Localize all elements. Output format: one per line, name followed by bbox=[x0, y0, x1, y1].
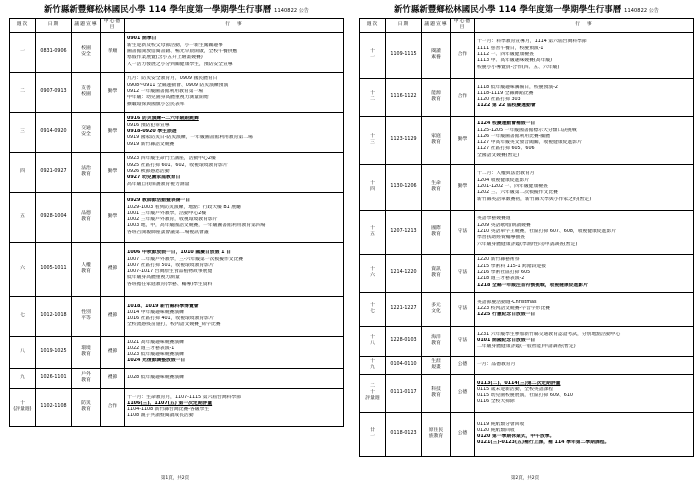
event-item: 0919 新竹縣語文競賽 bbox=[127, 141, 175, 147]
event-item: 1007-1017 台灣原生食品植物故事展覽 bbox=[127, 269, 213, 275]
date-cell: 0914-0920 bbox=[36, 112, 72, 152]
table-row bbox=[360, 412, 694, 456]
event-item: 1215 學術科 115-1 跨階段迎接 bbox=[477, 263, 547, 269]
topic-cell: 海洋 教育 bbox=[422, 326, 451, 356]
event-item: 十一月：生命教育月，1107-1115 第六屆台灣科學節 bbox=[127, 394, 242, 400]
date-cell: 0907-0913 bbox=[36, 72, 72, 112]
event-item: 新生迎新及校父母節活動，小一新生闖關趣事 bbox=[127, 42, 223, 48]
event-item: 0919 國家防災日-防災演練，一年級圖書館利用教育第二場 bbox=[127, 135, 253, 141]
page-title-text: 新竹縣新豐鄉松林國民小學 114 學年度第一學期學生行事曆 bbox=[43, 4, 272, 14]
week-cell: 六 bbox=[10, 242, 36, 296]
header-events: 行 事 bbox=[125, 19, 344, 33]
events-cell bbox=[475, 292, 694, 326]
event-item: 十一月：科學教育宣導月，1114 第六屆台灣科學節 bbox=[477, 39, 587, 45]
events-cell bbox=[125, 368, 344, 388]
events-cell bbox=[125, 296, 344, 336]
event-item: 1023 低年級趣味競賽演練 bbox=[127, 352, 184, 358]
date-cell: 1005-1011 bbox=[36, 242, 72, 296]
events-cell bbox=[475, 412, 694, 456]
date-cell: 1102-1108 bbox=[36, 388, 72, 426]
table-row bbox=[360, 32, 694, 78]
events-cell bbox=[125, 32, 344, 72]
virtue-cell: 公德 bbox=[451, 374, 475, 412]
virtue-cell: 勤學 bbox=[101, 72, 125, 112]
header-week: 週次 bbox=[360, 19, 386, 33]
table-row bbox=[10, 192, 344, 242]
event-item: 1201-1202 一、四年級健康檢查 bbox=[477, 183, 548, 189]
event-item: 英語學藝競賽週 bbox=[477, 216, 511, 222]
virtue-cell: 公德 bbox=[451, 412, 475, 456]
event-item: 1002 三年級戶外教育，收視環境教育影片 bbox=[127, 217, 218, 223]
events-cell bbox=[125, 388, 344, 426]
date-cell: 0928-1004 bbox=[36, 192, 72, 242]
date-cell: 1123-1129 bbox=[386, 116, 422, 164]
header-week: 週次 bbox=[10, 19, 36, 33]
event-item: 各班擔任家庭教育(學藝、輔導)學生資料 bbox=[127, 281, 213, 287]
date-cell: 1214-1220 bbox=[386, 254, 422, 292]
virtue-cell: 禮節 bbox=[101, 242, 125, 296]
event-item: 1007 二年級戶外教學，三-六年級第一次模擬作文比賽 bbox=[127, 256, 244, 262]
topic-cell: 交通 安全 bbox=[72, 112, 101, 152]
week-cell: 十 五 bbox=[360, 210, 386, 254]
event-item: 0927 幼兒園家庭教育日 bbox=[127, 175, 181, 181]
week-cell: 十 四 bbox=[360, 164, 386, 210]
topic-cell: 環境 教育 bbox=[72, 336, 101, 368]
event-item: 圖書館開放借閱書籍、暢光早晨開啟，全校午餐供應 bbox=[127, 48, 238, 54]
event-item: 0912 一年級圖書館利用教育第一場 bbox=[127, 88, 204, 94]
virtue-cell: 守法 bbox=[451, 326, 475, 356]
event-item: 1106(三)、1107(五) 第一次定期評量 bbox=[127, 400, 213, 406]
week-cell: 十 九 bbox=[360, 356, 386, 374]
topic-cell: 閱讀 素養 bbox=[422, 32, 451, 78]
table-row bbox=[360, 356, 694, 374]
virtue-cell: 守法 bbox=[451, 292, 475, 326]
event-item: 各班召開親師座談會議第二場視訊會議 bbox=[127, 229, 209, 235]
events-cell bbox=[125, 152, 344, 192]
events-cell bbox=[475, 356, 694, 374]
events-cell bbox=[475, 326, 694, 356]
event-item: 1209 英語歌唱/朗讀競賽 bbox=[477, 222, 531, 228]
events-cell bbox=[475, 116, 694, 164]
events-cell bbox=[475, 210, 694, 254]
header-topic: 議題宣導 bbox=[72, 19, 101, 33]
topic-cell: 國際 教育 bbox=[422, 210, 451, 254]
header-topic: 議題宣導 bbox=[422, 19, 451, 33]
topic-cell: 生命 教育 bbox=[422, 164, 451, 210]
event-item: 0116 全校大掃除 bbox=[477, 399, 515, 405]
event-item: 0120 第一學期休業式，中午放學。 bbox=[477, 434, 555, 440]
event-item: 一月：品德教育月 bbox=[477, 361, 516, 367]
date-cell: 1116-1122 bbox=[386, 78, 422, 116]
week-cell: 一 bbox=[10, 32, 36, 72]
table-row bbox=[360, 210, 694, 254]
event-item: 全國語文競賽(暫定) bbox=[477, 152, 520, 158]
table-row bbox=[360, 164, 694, 210]
date-cell: 1026-1101 bbox=[36, 368, 72, 388]
event-item: 1125-1205 一年級國書館標示大分類口訣挑戰 bbox=[477, 127, 577, 133]
date-cell: 1207-1213 bbox=[386, 210, 422, 254]
virtue-cell: 禮節 bbox=[101, 368, 125, 388]
topic-cell: 防災 教育 bbox=[72, 388, 101, 426]
event-item: 1024 光復節調整放假一日 bbox=[127, 358, 186, 364]
event-item: 1007 社區打掃 501，收視環境教育影片 bbox=[127, 262, 214, 268]
virtue-cell: 禮節 bbox=[101, 336, 125, 368]
schedule-table bbox=[9, 18, 344, 427]
event-item: 1122 第 22 屆校慶運動會 bbox=[477, 103, 536, 109]
events-cell bbox=[125, 242, 344, 296]
table-row bbox=[10, 388, 344, 426]
week-cell: 十 (評量週) bbox=[10, 388, 36, 426]
event-item: 1003 地，中，高年級國語文競賽，一年級圖書館利用教育第四場 bbox=[127, 223, 266, 229]
topic-cell: 原住民 族教育 bbox=[422, 412, 451, 456]
date-cell: 1019-1025 bbox=[36, 336, 72, 368]
week-cell: 九 bbox=[10, 368, 36, 388]
week-cell: 二 十 評量週 bbox=[360, 374, 386, 412]
header-virtue: 中心德目 bbox=[101, 19, 125, 33]
week-cell: 廿 一 bbox=[360, 412, 386, 456]
event-item: 1016 社區打掃 401，收視環境教育影片 bbox=[127, 316, 214, 322]
header-virtue: 中心德目 bbox=[451, 19, 475, 33]
events-cell bbox=[125, 72, 344, 112]
event-item: 1104-1108 新竹縣台灣比賽-各級學生 bbox=[127, 407, 210, 413]
table-row bbox=[10, 72, 344, 112]
event-item: 六年級身體健康評鑑(學測/性向)申請調查(暫定) bbox=[477, 241, 578, 247]
event-item: 0918-0920 學生旅遊 bbox=[127, 128, 177, 134]
date-cell: 1228-0103 bbox=[386, 326, 422, 356]
date-cell: 0118-0123 bbox=[386, 412, 422, 456]
event-item: 寒假作業展覽(含小五升上繪畫競賽) bbox=[127, 55, 203, 61]
week-cell: 三 bbox=[10, 112, 36, 152]
event-item: 0901 開學日 bbox=[127, 36, 157, 42]
event-item: 1118-1119 全縣舞蹈比賽 bbox=[477, 90, 534, 96]
table-row bbox=[10, 336, 344, 368]
announce-date: 1140822 公告 bbox=[624, 8, 660, 14]
event-item: 英語節慶活動週-Christmas bbox=[477, 299, 537, 305]
event-item: 新竹縣英語單數賽初，新竹縣大學與小作家之約(暫定) bbox=[477, 196, 592, 202]
virtue-cell: 合作 bbox=[101, 388, 125, 426]
virtue-cell: 禮節 bbox=[101, 296, 125, 336]
table-row bbox=[10, 296, 344, 336]
table-row bbox=[360, 292, 694, 326]
topic-cell: 科技 教育 bbox=[422, 374, 451, 412]
week-cell: 十 三 bbox=[360, 116, 386, 164]
event-item: 二年級身體健康評鑑(一般智能)申請調查(暫定) bbox=[477, 344, 576, 350]
table-row bbox=[10, 242, 344, 296]
week-cell: 十 六 bbox=[360, 254, 386, 292]
header-date: 日期 bbox=[386, 19, 422, 33]
table-row bbox=[360, 116, 694, 164]
event-item: 高年級自我保護教育視力測量 bbox=[127, 181, 190, 187]
date-cell: 1221-1227 bbox=[386, 292, 422, 326]
virtue-cell: 合作 bbox=[451, 78, 475, 116]
table-row bbox=[10, 112, 344, 152]
week-cell: 七 bbox=[10, 296, 36, 336]
events-cell bbox=[475, 32, 694, 78]
date-cell: 0831-0906 bbox=[36, 32, 72, 72]
event-item: 校慶小小導覽員-合作(四、五、六年級) bbox=[477, 64, 560, 70]
week-cell: 五 bbox=[10, 192, 36, 242]
event-item: 1202 三、六年級第二次模擬作文比賽 bbox=[477, 190, 558, 196]
events-cell bbox=[475, 254, 694, 292]
events-cell bbox=[475, 164, 694, 210]
event-item: 0113(二)、0114(三)第二次定期評量 bbox=[477, 380, 561, 386]
event-item: 擴職環保與國旗小公民表率 bbox=[127, 101, 185, 107]
event-item: 1126 一年級圖書館利用比賽-團體 bbox=[477, 133, 551, 139]
event-item: 1218 全縣一年級注音符號挑戰，收視健康促進影片 bbox=[477, 282, 588, 288]
events-cell bbox=[125, 112, 344, 152]
date-cell: 1012-1018 bbox=[36, 296, 72, 336]
event-item: 1108 親子共讀暨閱讀成長活動 bbox=[127, 413, 194, 419]
event-item: 1029-1003 看到防災演練，地點：行政大樓 B1 展廳 bbox=[127, 204, 241, 210]
table-row bbox=[10, 152, 344, 192]
table-row bbox=[360, 374, 694, 412]
topic-cell: 生涯 規畫 bbox=[422, 356, 451, 374]
event-item: 0929 教師節活動暨表揚一日 bbox=[127, 198, 190, 204]
header-events: 行 事 bbox=[475, 19, 694, 33]
event-item: 1216 學術社區打掃 605 bbox=[477, 269, 531, 275]
event-item: 0115 歲末迎新活動，全校英語課程 bbox=[477, 386, 554, 392]
event-item: 1014 中年級趣味競賽演練 bbox=[127, 309, 184, 315]
table-header-row bbox=[10, 19, 344, 33]
week-cell: 十 二 bbox=[360, 78, 386, 116]
event-item: 1118 低年級趣味籌備日，校慶預演-2 bbox=[477, 84, 558, 90]
event-item: 全校流感疫苗施打，校內語文競賽_寫字比賽 bbox=[127, 322, 221, 328]
topic-cell: 友善 校園 bbox=[72, 72, 101, 112]
event-item: 學習扶助經費輔導抽查 bbox=[477, 235, 525, 241]
event-item: 1210 英語單字王競賽，社區打掃 607、608，收視健康促進影片 bbox=[477, 228, 617, 234]
week-cell: 十 一 bbox=[360, 32, 386, 78]
event-item: 0115 幼兒園校慶展演，社區打掃 609、610 bbox=[477, 393, 573, 399]
week-cell: 四 bbox=[10, 152, 36, 192]
event-item: 1006 中秋節放假一日，1010 國慶日放假 1 日 bbox=[127, 250, 231, 256]
event-item: 0916 預防犯罪宣導 bbox=[127, 122, 170, 128]
event-item: 九月：防災安全教育月，0909 國民體育日 bbox=[127, 76, 218, 82]
event-item: 0120 純紙類回收 bbox=[477, 427, 515, 433]
virtue-cell: 勤學 bbox=[101, 152, 125, 192]
event-item: 1231 六年級學生參加新竹縣交通教育認證考試，分別地點活動中心 bbox=[477, 331, 621, 337]
event-item: 1001 三年級戶外教學，活動中心2樓 bbox=[127, 210, 207, 216]
event-item: 1225 行憲紀念日放假一日 bbox=[477, 312, 536, 318]
date-cell: 0111-0117 bbox=[386, 374, 422, 412]
week-cell: 二 bbox=[10, 72, 36, 112]
calendar-page-2 bbox=[350, 0, 700, 484]
topic-cell: 能源 教育 bbox=[422, 78, 451, 116]
date-cell: 1109-1115 bbox=[386, 32, 422, 78]
event-item: 十二月：人權與法治教育月 bbox=[477, 171, 535, 177]
topic-cell: 性別 平等 bbox=[72, 296, 101, 336]
event-item: 1028 低年級趣味競賽演練 bbox=[127, 374, 184, 380]
header-date: 日期 bbox=[36, 19, 72, 33]
schedule-body bbox=[10, 32, 344, 426]
schedule-table bbox=[359, 18, 694, 457]
events-cell bbox=[125, 192, 344, 242]
page-footer: 第1頁，共2頁 bbox=[160, 476, 190, 481]
week-cell: 十 八 bbox=[360, 326, 386, 356]
event-item: 0923 四年級生命鬥士講座，活動中心2樓 bbox=[127, 156, 216, 162]
event-item: 1204 收視健康促進影片 bbox=[477, 177, 530, 183]
topic-cell: 校園 安全 bbox=[72, 32, 101, 72]
event-item: 1220 新竹縣藝術祭 bbox=[477, 257, 520, 263]
topic-cell: 法治 教育 bbox=[72, 152, 101, 192]
event-item: 0926 秋節感恩活動 bbox=[127, 168, 170, 174]
event-item: 1127 社區打掃 605、606 bbox=[477, 146, 535, 152]
event-item: 1022 週三才藝表演-1 bbox=[127, 345, 175, 351]
event-item: 0101 開國紀念日放假一日 bbox=[477, 337, 536, 343]
event-item: 0121(三)-0123(五)補行上課，補 114 學年第二學期課程。 bbox=[477, 440, 610, 446]
topic-cell: 品德 教育 bbox=[72, 192, 101, 242]
event-item: 1218 週三才藝表演-2 bbox=[477, 276, 525, 282]
table-row bbox=[10, 32, 344, 72]
event-item: 1018、1019 新竹縣科學博覽會 bbox=[127, 303, 199, 309]
page-footer: 第2頁，共2頁 bbox=[510, 476, 540, 481]
topic-cell: 資訊 教育 bbox=[422, 254, 451, 292]
virtue-cell: 孝順 bbox=[101, 32, 125, 72]
virtue-cell: 守法 bbox=[451, 254, 475, 292]
event-item: 1223 校內語文競賽-字音字形比賽 bbox=[477, 305, 551, 311]
event-item: 1112 一、四年級健康檢查 bbox=[477, 51, 534, 57]
table-row bbox=[360, 326, 694, 356]
virtue-cell: 勤學 bbox=[101, 192, 125, 242]
topic-cell: 多元 文化 bbox=[422, 292, 451, 326]
event-item: 1111 慈善午餐日，校慶預演-1 bbox=[477, 45, 544, 51]
date-cell: 1130-1206 bbox=[386, 164, 422, 210]
event-item: 1124 校慶運動會補假一日 bbox=[477, 121, 536, 127]
events-cell bbox=[125, 336, 344, 368]
week-cell: 八 bbox=[10, 336, 36, 368]
event-item: 中年級：幼兒園身高體重視力測量開始 bbox=[127, 95, 209, 101]
announce-date: 1140822 公告 bbox=[274, 8, 310, 14]
virtue-cell: 勤學 bbox=[451, 116, 475, 164]
event-item: 人一活力發展之小分到關健康學生，預防安全宣導 bbox=[127, 61, 233, 67]
virtue-cell: 公德 bbox=[451, 356, 475, 374]
event-item: 0925 社區打掃 601、602，收視環境教育影片 bbox=[127, 162, 228, 168]
event-item: 1021 高年級趣味競賽演練 bbox=[127, 339, 184, 345]
event-item: 0908~0911 全縣運動會、0909 防災演練預演 bbox=[127, 82, 229, 88]
week-cell: 十 七 bbox=[360, 292, 386, 326]
date-cell: 0104-0110 bbox=[386, 356, 422, 374]
virtue-cell: 勤學 bbox=[101, 112, 125, 152]
topic-cell: 人權 教育 bbox=[72, 242, 101, 296]
table-row bbox=[10, 368, 344, 388]
virtue-cell: 合作 bbox=[451, 32, 475, 78]
event-item: 1113 中、高年級趣味競賽(高年級) bbox=[477, 58, 553, 64]
page-title bbox=[359, 4, 694, 17]
event-item: 1127 中高年級英文發音闖關，收視健康促進影片 bbox=[477, 140, 582, 146]
page-title bbox=[9, 4, 344, 17]
page-title-text: 新竹縣新豐鄉松林國民小學 114 學年度第一學期學生行事曆 bbox=[393, 4, 622, 14]
topic-cell: 家庭 教育 bbox=[422, 116, 451, 164]
table-header-row bbox=[360, 19, 694, 33]
event-item: 低年級身高體重視力測量 bbox=[127, 275, 180, 281]
virtue-cell: 守法 bbox=[451, 210, 475, 254]
events-cell bbox=[475, 374, 694, 412]
virtue-cell: 勤學 bbox=[451, 164, 475, 210]
topic-cell: 戶外 教育 bbox=[72, 368, 101, 388]
event-item: 1120 社區打掃 303 bbox=[477, 97, 521, 103]
schedule-body bbox=[360, 32, 694, 456]
table-row bbox=[360, 78, 694, 116]
date-cell: 0921-0927 bbox=[36, 152, 72, 192]
event-item: 0119 純紙類分會回收 bbox=[477, 421, 525, 427]
event-item: 0916 防災演練--二六年級跟跳舞 bbox=[127, 116, 199, 122]
table-row bbox=[360, 254, 694, 292]
events-cell bbox=[475, 78, 694, 116]
